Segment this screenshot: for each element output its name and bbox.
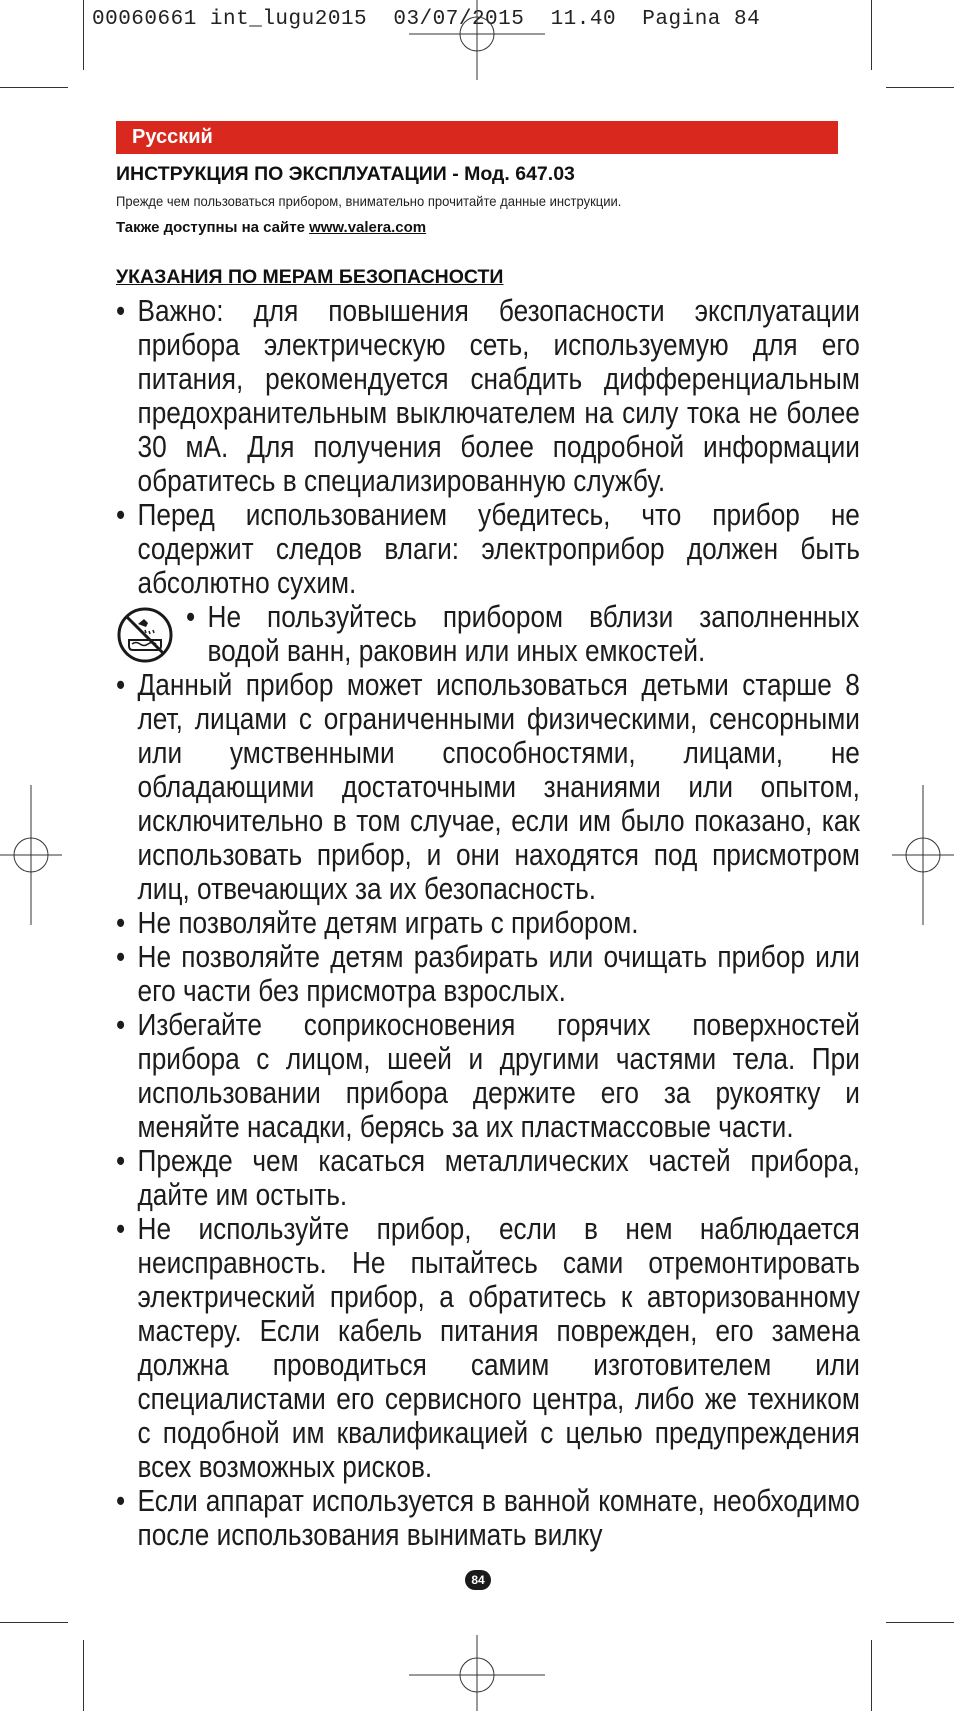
website-link[interactable]: www.valera.com [309, 219, 427, 236]
list-item-text: Данный прибор может использоваться детьми старше 8 лет, лицами с ограниченными физическими, сенсорными или умственными способностями, лицами, не обладающими достаточными знаниями или опытом, исключительно в том случае, если им было показано, как использовать прибор, и они находятся под присмотром лиц, отвечающих за их безопасность. [137, 668, 860, 906]
list-item [116, 1144, 860, 1212]
list-item [186, 600, 859, 668]
list-item [116, 1212, 860, 1484]
bullet-icon: • [116, 294, 126, 328]
list-item [116, 668, 860, 906]
bullet-icon: • [116, 1144, 126, 1178]
crop-mark-bottom-left-h [0, 1622, 68, 1623]
bullet-icon: • [116, 940, 126, 974]
registration-mark-icon [0, 785, 62, 925]
list-item-text: Прежде чем касаться металлических частей прибора, дайте им остыть. [137, 1144, 860, 1212]
list-item-text: Не позволяйте детям разбирать или очищать прибор или его части без присмотра взрослых. [137, 940, 860, 1008]
crop-mark-bottom-right-h [886, 1622, 954, 1623]
list-item [116, 906, 860, 940]
bullet-icon: • [116, 1212, 126, 1246]
list-item-text: Важно: для повышения безопасности эксплуатации прибора электрическую сеть, используемую для его питания, рекомендуется снабдить дифференциальным предохранительным выключателем на силу тока не более 30 мА. Для получения более подробной информации обратитесь в специализированную службу. [137, 294, 860, 498]
list-item-text: Не используйте прибор, если в нем наблюдается неисправность. Не пытайтесь сами отремонтировать электрический прибор, а обратитесь к авторизованному мастеру. Если кабель питания поврежден, его замена должна проводиться самим изготовителем или специалистами его сервисного центра, либо же техником с подобной им квалификацией с целью предупреждения всех возможных рисков. [137, 1212, 860, 1484]
list-item-text: Не позволяйте детям играть с прибором. [137, 906, 639, 940]
document-subtitle: Прежде чем пользоваться прибором, внимательно прочитайте данные инструкции. [116, 193, 622, 209]
list-item [116, 498, 860, 600]
registration-mark-icon [406, 0, 548, 80]
list-item-text: Перед использованием убедитесь, что прибор не содержит следов влаги: электроприбор должен быть абсолютно сухим. [137, 498, 860, 600]
list-item [116, 940, 860, 1008]
print-slug-line: 00060661 int_lugu2015 03/07/2015 11.40 Pagina 84 [92, 8, 761, 31]
language-tab [116, 121, 838, 154]
website-note [116, 219, 426, 236]
bullet-icon: • [116, 1484, 126, 1518]
safety-list [116, 294, 860, 1552]
bullet-icon: • [116, 498, 126, 532]
crop-mark-top-left-v [83, 0, 84, 70]
list-item [116, 1008, 860, 1144]
crop-mark-bottom-left-v [83, 1640, 84, 1711]
registration-mark-icon [406, 1635, 548, 1711]
list-item-text: Избегайте соприкосновения горячих поверхностей прибора с лицом, шеей и другими частями тела. При использовании прибора держите его за рукоятку и меняйте насадки, берясь за их пластмассовые части. [137, 1008, 860, 1144]
list-item [116, 294, 860, 498]
list-item-text: Не пользуйтесь прибором вблизи заполненных водой ванн, раковин или иных емкостей. [207, 600, 860, 668]
website-prefix: Также доступны на сайте [116, 219, 310, 236]
list-item [116, 1484, 860, 1552]
list-item-text: Если аппарат используется в ванной комнате, необходимо после использования вынимать вилку [137, 1484, 860, 1552]
bullet-icon: • [116, 668, 126, 702]
bullet-icon: • [116, 906, 126, 940]
bullet-icon: • [186, 600, 196, 634]
bullet-icon: • [116, 1008, 126, 1042]
crop-mark-top-right-v [871, 0, 872, 70]
crop-mark-bottom-right-v [871, 1640, 872, 1711]
safety-heading: УКАЗАНИЯ ПО МЕРАМ БЕЗОПАСНОСТИ [116, 266, 504, 288]
crop-mark-top-right-h [886, 87, 954, 88]
registration-mark-icon [892, 785, 954, 925]
document-title: ИНСТРУКЦИЯ ПО ЭКСПЛУАТАЦИИ - Мод. 647.03 [116, 163, 575, 185]
page-number: 84 [465, 1570, 491, 1590]
crop-mark-top-left-h [0, 87, 68, 88]
language-label: Русский [132, 126, 213, 148]
